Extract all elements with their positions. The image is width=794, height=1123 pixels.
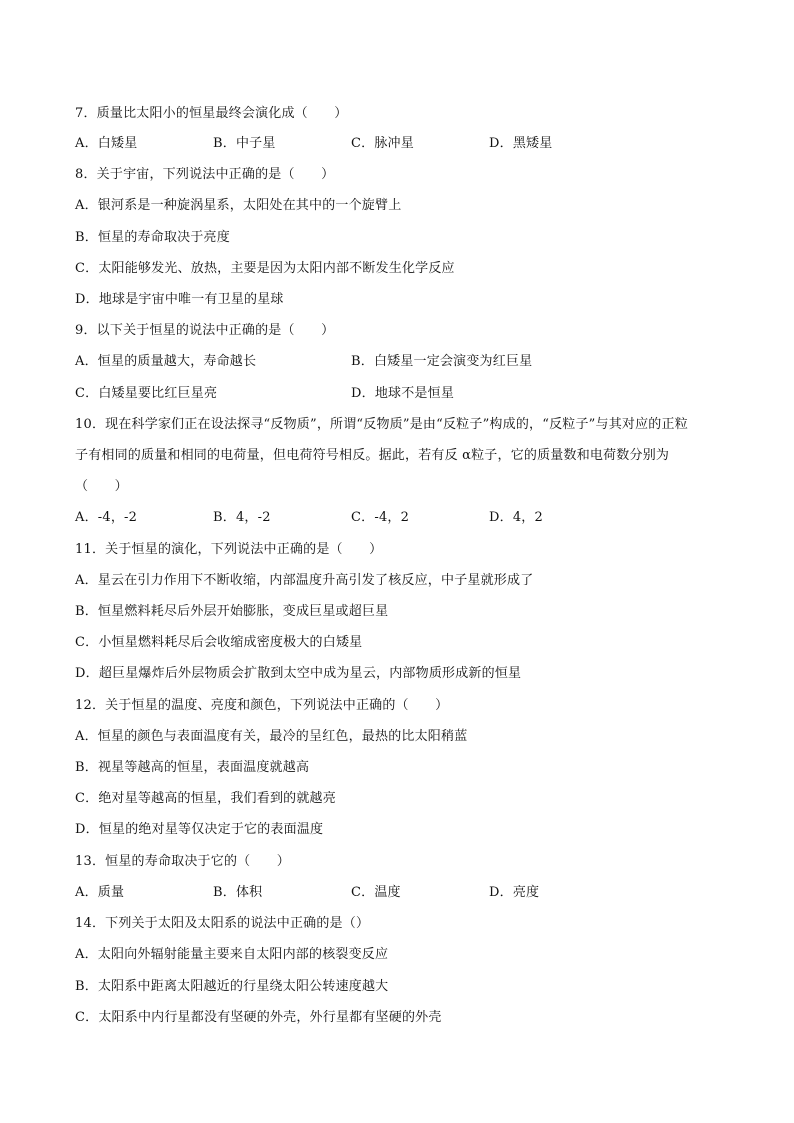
option-c: C．温度 [351,885,401,900]
question-11-stem: 11．关于恒星的演化，下列说法中正确的是（ ） [75,542,383,557]
question-8-option-b: B．恒星的寿命取决于亮度 [75,230,230,245]
option-b: B．中子星 [213,136,276,151]
option-c: C．脉冲星 [351,136,414,151]
question-8-option-d: D．地球是宇宙中唯一有卫星的星球 [75,292,284,307]
option-c: C．-4，2 [351,510,410,525]
question-10-stem-line1: 10．现在科学家们正在设法探寻“反物质”，所谓“反物质”是由“反粒子”构成的，“反粒子”与其对应的正粒 [75,417,688,432]
question-12-stem: 12．关于恒星的温度、亮度和颜色，下列说法中正确的（ ） [75,698,449,713]
question-11-option-d: D．超巨星爆炸后外层物质会扩散到太空中成为星云，内部物质形成新的恒星 [75,666,522,681]
question-12-option-c: C．绝对星等越高的恒星，我们看到的就越亮 [75,791,336,806]
option-d: D．地球不是恒星 [351,386,455,401]
question-7-stem: 7．质量比太阳小的恒星最终会演化成（ ） [75,106,348,121]
question-12-option-d: D．恒星的绝对星等仅决定于它的表面温度 [75,822,324,837]
question-13-stem: 13．恒星的寿命取决于它的（ ） [75,854,290,869]
question-8-stem: 8．关于宇宙，下列说法中正确的是（ ） [75,167,335,182]
option-a: A．质量 [75,885,125,900]
question-10-stem-line2: 子有相同的质量和相同的电荷量，但电荷符号相反。据此，若有反 α粒子，它的质量数和电荷数分别为 [75,448,670,463]
question-12-option-b: B．视星等越高的恒星，表面温度就越高 [75,760,310,775]
question-10-stem-line3: （ ） [75,479,128,494]
question-9-stem: 9．以下关于恒星的说法中正确的是（ ） [75,323,335,338]
option-b: B．体积 [213,885,263,900]
question-14-option-c: C．太阳系中内行星都没有坚硬的外壳，外行星都有坚硬的外壳 [75,1010,442,1025]
question-11-option-b: B．恒星燃料耗尽后外层开始膨胀，变成巨星或超巨星 [75,604,389,619]
question-8-option-a: A．银河系是一种旋涡星系，太阳处在其中的一个旋臂上 [75,198,402,213]
question-11-option-c: C．小恒星燃料耗尽后会收缩成密度极大的白矮星 [75,635,363,650]
option-a: A．-4，-2 [75,510,138,525]
option-d: D．4，2 [489,510,543,525]
question-12-option-a: A．恒星的颜色与表面温度有关，最冷的呈红色，最热的比太阳稍蓝 [75,729,468,744]
option-d: D．亮度 [489,885,540,900]
question-14-stem: 14．下列关于太阳及太阳系的说法中正确的是（） [75,916,370,931]
question-11-option-a: A．星云在引力作用下不断收缩，内部温度升高引发了核反应，中子星就形成了 [75,573,534,588]
option-a: A．白矮星 [75,136,138,151]
option-a: A．恒星的质量越大，寿命越长 [75,354,257,369]
question-14-option-b: B．太阳系中距离太阳越近的行星绕太阳公转速度越大 [75,979,389,994]
option-d: D．黑矮星 [489,136,553,151]
option-c: C．白矮星要比红巨星亮 [75,386,218,401]
option-b: B．4，-2 [213,510,271,525]
question-8-option-c: C．太阳能够发光、放热，主要是因为太阳内部不断发生化学反应 [75,261,455,276]
option-b: B．白矮星一定会演变为红巨星 [351,354,533,369]
question-14-option-a: A．太阳向外辐射能量主要来自太阳内部的核裂变反应 [75,947,389,962]
